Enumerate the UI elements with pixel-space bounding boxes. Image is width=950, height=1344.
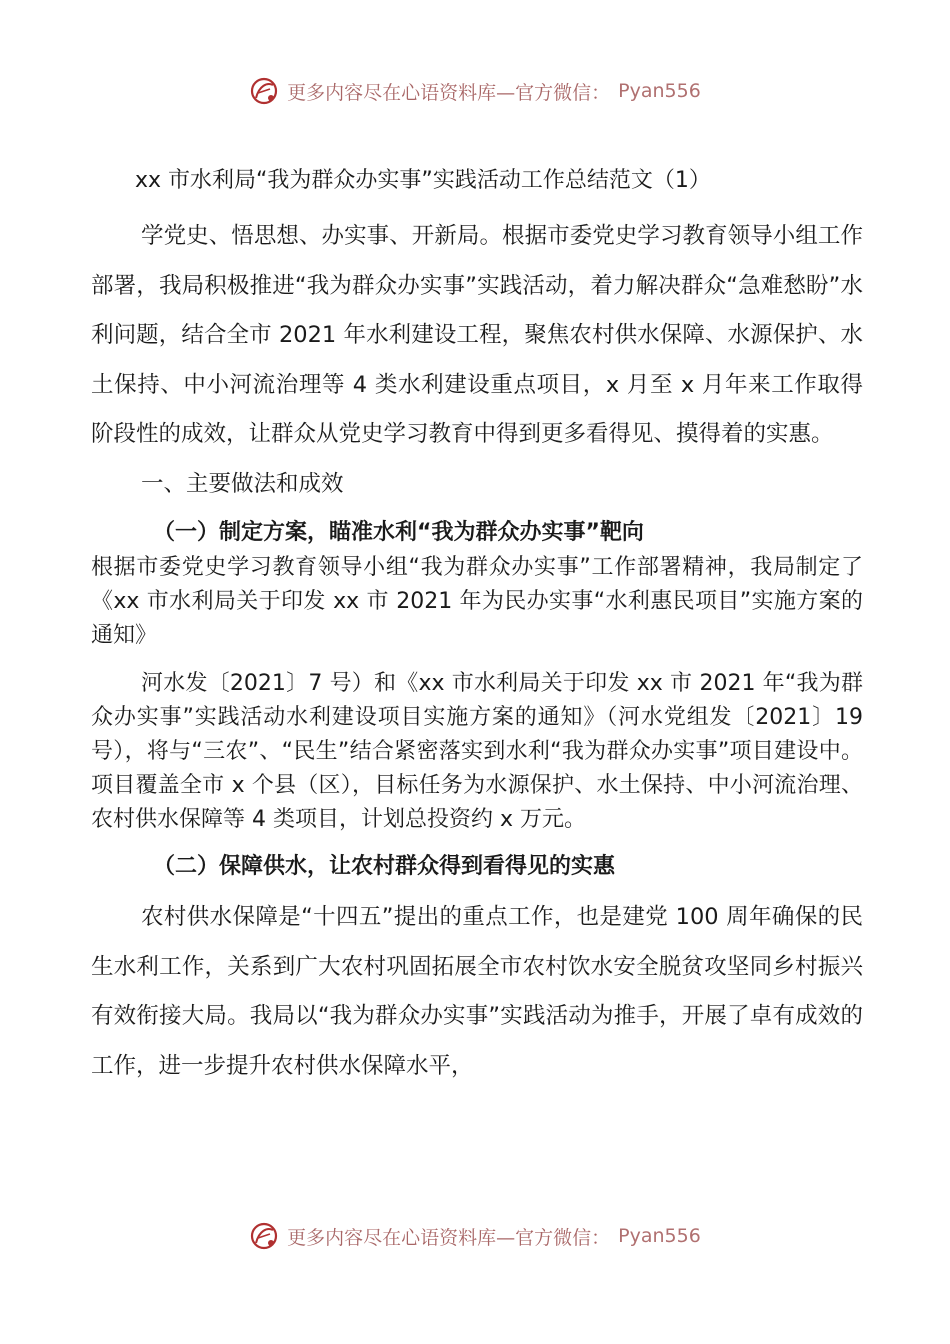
subsection-2-paragraph-1: 农村供水保障是“十四五”提出的重点工作，也是建党 100 周年确保的民生水利工作，关系到广大农村巩固拓展全市农村饮水安全脱贫攻坚同乡村振兴有效衔接大局。我局以“我为群众办实事”实践活动为推手，开展了卓有成效的工作，进一步提升农村供水保障水平，	[91, 904, 863, 1079]
watermark-logo-icon	[249, 76, 279, 106]
document-body	[91, 158, 863, 1091]
section-1-heading: 一、主要做法和成效	[141, 470, 344, 497]
footer-watermark	[0, 1221, 950, 1251]
subsection-1-heading: （一）制定方案，瞄准水利“我为群众办实事”靶向	[153, 520, 644, 545]
header-watermark	[0, 76, 950, 106]
watermark-text: 更多内容尽在心语资料库—官方微信：	[287, 1226, 611, 1249]
intro-paragraph: 学党史、悟思想、办实事、开新局。根据市委党史学习教育领导小组工作部署，我局积极推进“我为群众办实事”实践活动，着力解决群众“急难愁盼”水利问题，结合全市 2021 年水利建设工程，聚焦农村供水保障、水源保护、水土保持、中小河流治理等 4 类水利建设重点项目，x 月至 x 月年来工作取得阶段性的成效，让群众从党史学习教育中得到更多看得见、摸得着的实惠。	[91, 223, 863, 447]
subsection-1-paragraph-2: 河水发〔2021〕7 号）和《xx 市水利局关于印发 xx 市 2021 年“我为群众办实事”实践活动水利建设项目实施方案的通知》（河水党组发〔2021〕19 号），将与“三农”、“民生”结合紧密落实到水利“我为群众办实事”项目建设中。项目覆盖全市 x 个县（区），目标任务为水源保护、水土保持、中小河流治理、农村供水保障等 4 类项目，计划总投资约 x 万元。	[91, 671, 863, 832]
subsection-2-heading: （二）保障供水，让农村群众得到看得见的实惠	[153, 854, 616, 879]
watermark-logo-icon	[249, 1221, 279, 1251]
watermark-text: 更多内容尽在心语资料库—官方微信：	[287, 81, 611, 104]
watermark-wechat-id: Pyan556	[618, 80, 701, 102]
document-title: xx 市水利局“我为群众办实事”实践活动工作总结范文（1）	[135, 168, 711, 193]
watermark-wechat-id: Pyan556	[618, 1225, 701, 1247]
subsection-1-paragraph-1: 根据市委党史学习教育领导小组“我为群众办实事”工作部署精神，我局制定了《xx 市水利局关于印发 xx 市 2021 年为民办实事“水利惠民项目”实施方案的通知》	[91, 555, 863, 648]
